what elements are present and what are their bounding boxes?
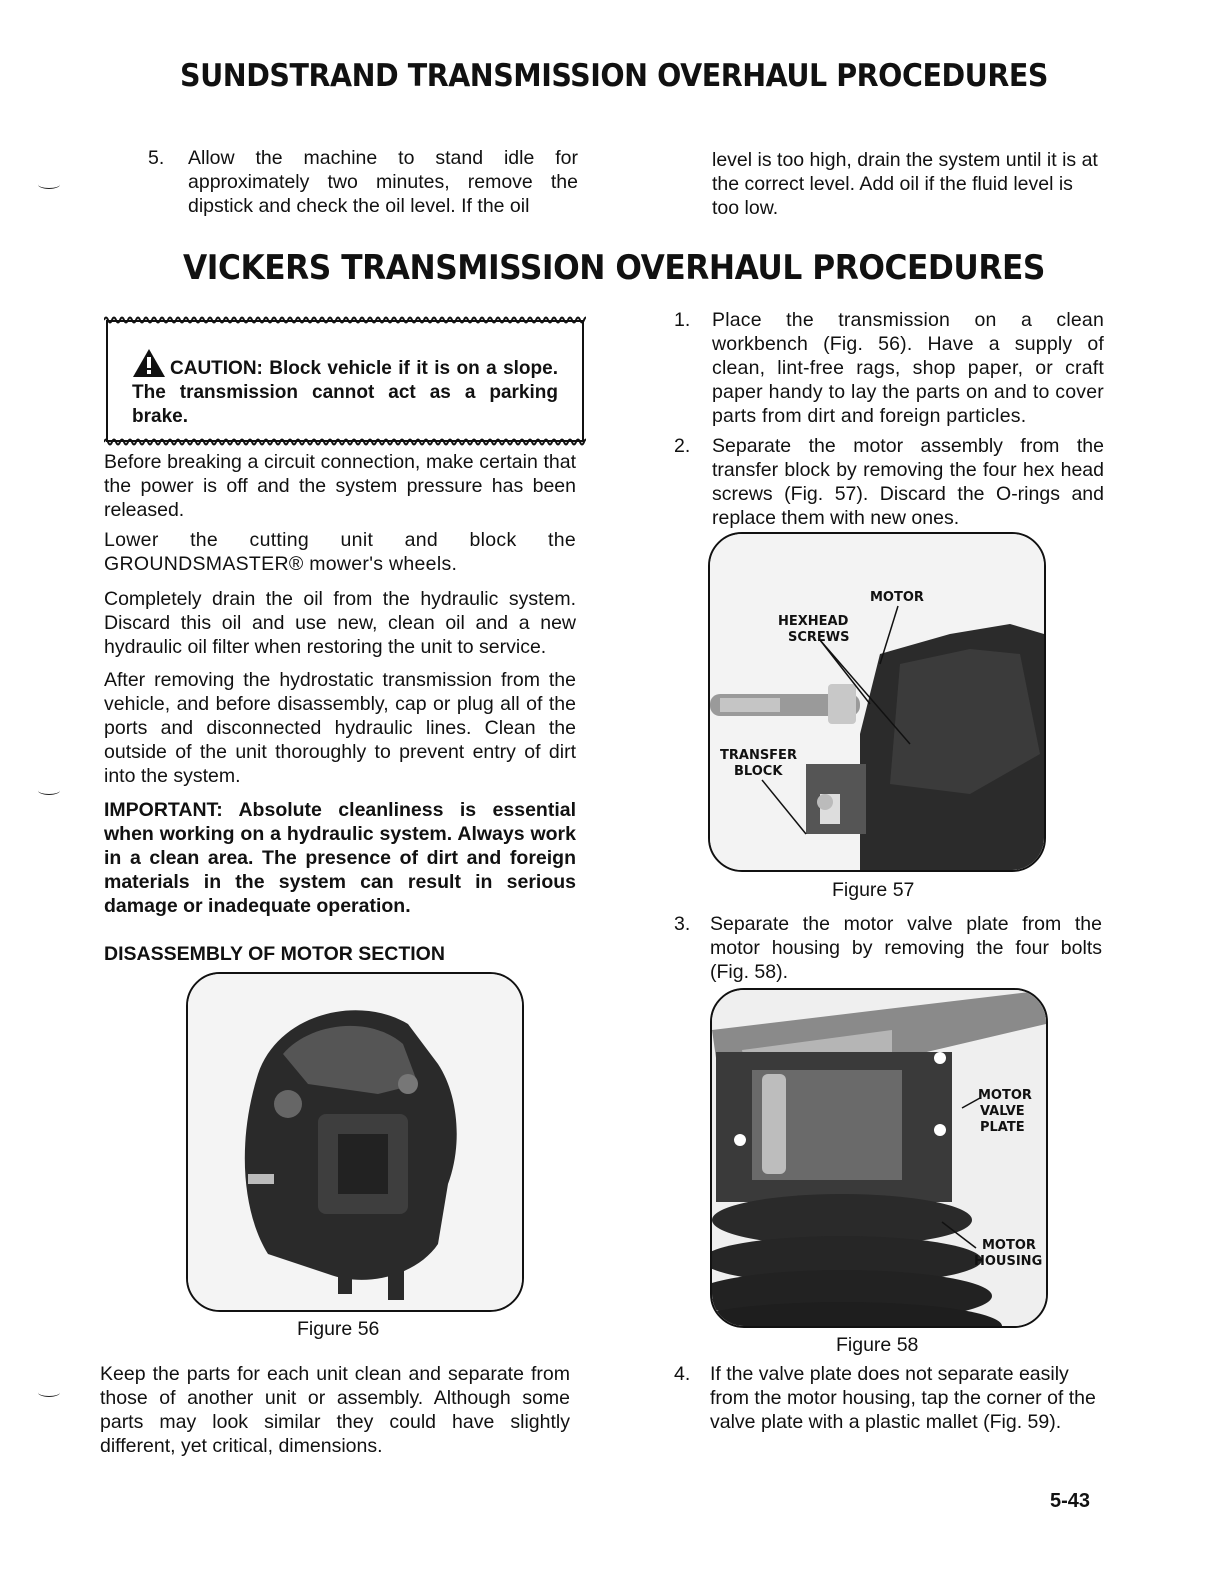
step-text: Place the transmission on a clean workbench (Fig. 56). Have a supply of clean, lint-free rags, shop paper, or craft paper handy to lay the parts on and to cover parts from dirt and foreign particles. — [712, 309, 1104, 427]
sundstrand-step-5 — [148, 146, 578, 226]
figure-label-block: BLOCK — [734, 764, 783, 779]
warning-icon — [132, 348, 166, 378]
caution-box — [106, 320, 584, 442]
figure-label-hexhead: HEXHEAD — [778, 614, 849, 629]
paragraph: After removing the hydrostatic transmission from the vehicle, and before disassembly, cap or plug all of the ports and disconnected hydraulic lines. Clean the outside of the unit thoroughly to prevent entry of dirt into the system. — [104, 669, 576, 787]
margin-mark — [38, 786, 60, 795]
figure-label-screws: SCREWS — [788, 630, 850, 645]
section-title-sundstrand: SUNDSTRAND TRANSMISSION OVERHAUL PROCEDURES — [180, 58, 1048, 94]
figure-label-housing: HOUSING — [974, 1254, 1043, 1269]
figure-label-motor: MOTOR — [978, 1088, 1032, 1103]
motor-photo — [188, 974, 522, 1310]
important-notice: IMPORTANT: Absolute cleanliness is essential when working on a hydraulic system. Always work in a clean area. The presence of dirt and foreign materials in the system can result in serious damage or inadequate operation. — [104, 799, 576, 917]
figure-label-motor-2: MOTOR — [982, 1238, 1036, 1253]
figure-label-valve: VALVE — [980, 1104, 1025, 1119]
step-number: 1. — [674, 309, 691, 331]
figure-57-frame — [708, 532, 1046, 872]
step-number: 3. — [674, 913, 691, 935]
step-2 — [674, 434, 1104, 530]
step-number: 2. — [674, 435, 691, 457]
caution-border-wave — [104, 437, 586, 447]
paragraph: Before breaking a circuit connection, make certain that the power is off and the system pressure has been released. — [104, 451, 576, 521]
section-heading: DISASSEMBLY OF MOTOR SECTION — [104, 943, 445, 965]
transfer-block-photo — [710, 534, 1044, 870]
figure-58-caption: Figure 58 — [836, 1334, 919, 1356]
step-text: Allow the machine to stand idle for approximately two minutes, remove the dipstick and check the oil level. If the oil — [188, 147, 578, 217]
step-number: 5. — [148, 147, 165, 169]
page-number: 5-43 — [1050, 1490, 1091, 1512]
section-title-vickers: VICKERS TRANSMISSION OVERHAUL PROCEDURES — [183, 248, 1045, 288]
step-text: Separate the motor valve plate from the motor housing by removing the four bolts (Fig. 58). — [710, 913, 1102, 983]
paragraph: Lower the cutting unit and block the GROUNDSMASTER® mower's wheels. — [104, 529, 576, 575]
figure-label-transfer: TRANSFER — [720, 748, 797, 763]
step-4 — [674, 1362, 1104, 1458]
figure-56-frame — [186, 972, 524, 1312]
figure-57-caption: Figure 57 — [832, 879, 915, 901]
figure-label-plate: PLATE — [980, 1120, 1025, 1135]
step-3 — [674, 912, 1104, 984]
paragraph: Keep the parts for each unit clean and separate from those of another unit or assembly. Although some parts may look similar they could have slightly different, yet critical, dimensions. — [100, 1363, 570, 1457]
sundstrand-step-5-continued: level is too high, drain the system until it is at the correct level. Add oil if the fluid level is too low. — [712, 149, 1098, 219]
step-1 — [674, 308, 1104, 428]
margin-mark — [38, 1388, 60, 1397]
step-number: 4. — [674, 1363, 691, 1385]
caution-border-wave — [104, 315, 586, 325]
margin-mark — [38, 180, 60, 189]
step-text: Separate the motor assembly from the transfer block by removing the four hex head screws (Fig. 57). Discard the O-rings and replace them with new ones. — [712, 435, 1104, 529]
paragraph: Completely drain the oil from the hydraulic system. Discard this oil and use new, clean oil and a new hydraulic oil filter when restoring the unit to service. — [104, 588, 576, 658]
step-text: If the valve plate does not separate easily from the motor housing, tap the corner of the valve plate with a plastic mallet (Fig. 59). — [710, 1363, 1096, 1433]
caution-text: CAUTION: Block vehicle if it is on a slope. The transmission cannot act as a parking brake. — [132, 358, 558, 427]
valve-plate-photo — [712, 990, 1046, 1326]
figure-58-frame — [710, 988, 1048, 1328]
figure-56-caption: Figure 56 — [297, 1318, 380, 1340]
figure-label-motor: MOTOR — [870, 590, 924, 605]
